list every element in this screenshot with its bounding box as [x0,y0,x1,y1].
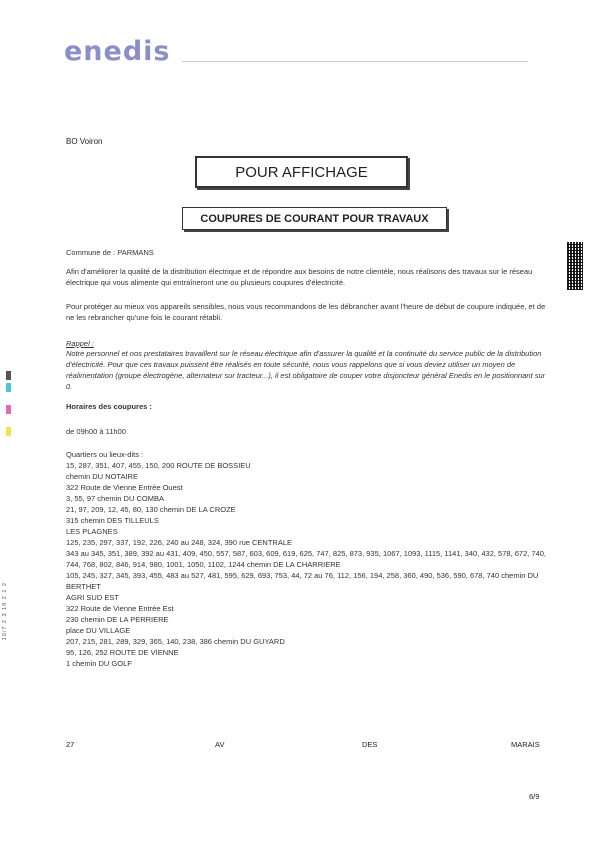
list-item: chemin DU NOTAIRE [66,472,138,481]
list-item: 322 Route de Vienne Entrée Est [66,604,174,613]
list-item: 207, 215, 281, 289, 329, 365, 140, 238, 386 chemin DU GUYARD [66,637,285,646]
sender: BO Voiron [66,137,103,146]
bottom-row-des: DES [362,740,378,749]
bottom-row-number: 27 [66,740,75,749]
list-item: 21, 97, 209, 12, 45, 80, 130 chemin DE LA CROZE [66,505,236,514]
page-number: 6/9 [529,792,540,801]
bottom-row-marais: MARAIS [511,740,540,749]
horaire-value: de 09h00 à 11h00 [66,427,126,436]
list-item: 15, 287, 351, 407, 455, 150, 200 ROUTE DE BOSSIEU [66,461,251,470]
list-item: LES PLAGNES [66,527,118,536]
quartiers-label: Quartiers ou lieux-dits : [66,450,144,459]
quartiers-list [66,449,546,669]
print-mark-black [6,371,11,380]
list-item: 343 au 345, 351, 389, 392 au 431, 409, 450, 557, 587, 603, 609, 619, 625, 747, 825, 873, 935, 1067, 1093, 1115, 1141, 340, 432, 578, 672, 740, 744, 768, 802, 846, 914, 980, 1001, 1050, 1102, 1244 chemin DE LA CHARRIERE [66,549,546,569]
subtitle-box: COUPURES DE COURANT POUR TRAVAUX [182,207,447,230]
list-item: 95, 126, 252 ROUTE DE VIENNE [66,648,179,657]
intro-paragraph: Afin d'améliorer la qualité de la distribution électrique et de répondre aux besoins de notre clientèle, nous réalisons des travaux sur le réseau électrique qui vous alimente qui entraîneront une ou plusieurs coupures d'électricité. [66,267,533,287]
print-mark-magenta [6,405,11,414]
enedis-logo: enedis [64,36,171,67]
commune-line: Commune de : PARMANS [66,248,154,257]
list-item: 1 chemin DU GOLF [66,659,132,668]
rappel-title: Rappel : [66,339,94,348]
protection-paragraph: Pour protéger au mieux vos appareils sensibles, nous vous recommandons de les débrancher avant l'heure de début de coupure indiquée, et de ne les rebrancher qu'une fois le courant rétabli. [66,302,546,322]
list-item: 125, 235, 297, 337, 192, 226, 240 au 248, 324, 390 rue CENTRALE [66,538,292,547]
list-item: 315 chemin DES TILLEULS [66,516,159,525]
list-item: 3, 55, 97 chemin DU COMBA [66,494,164,503]
list-item: 105, 245, 327, 345, 393, 455, 483 au 527, 481, 595, 629, 693, 753, 44, 72 au 76, 112, 156, 194, 258, 360, 490, 536, 590, 678, 740 chemin DU BERTHET [66,571,539,591]
print-mark-cyan [6,383,11,392]
qr-code-icon [567,242,583,290]
side-print-code: 10/7 2 3 18 2 1 2 [2,582,8,641]
bottom-row-av: AV [215,740,225,749]
horaires-label: Horaires des coupures : [66,402,152,411]
list-item: place DU VILLAGE [66,626,131,635]
rappel-paragraph: Notre personnel et nos prestataires travaillent sur le réseau électrique afin d'assurer la qualité et la continuité du service public de la distribution d'électricité. Pour que ces travaux puissent être réalisés en toute sécurité, nous vous rappelons que si vous deviez utiliser un moyen de réalimentation (groupe électrogène, alternateur sur tracteur...), il est obligatoire de couper votre disjoncteur général Enedis en le positionnant sur 0. [66,349,546,391]
list-item: 230 chemin DE LA PERRIERE [66,615,169,624]
list-item: AGRI SUD EST [66,593,119,602]
list-item: 322 Route de Vienne Entrée Ouest [66,483,183,492]
title-box: POUR AFFICHAGE [195,156,408,188]
header-rule [182,61,528,62]
print-mark-yellow [6,427,11,436]
